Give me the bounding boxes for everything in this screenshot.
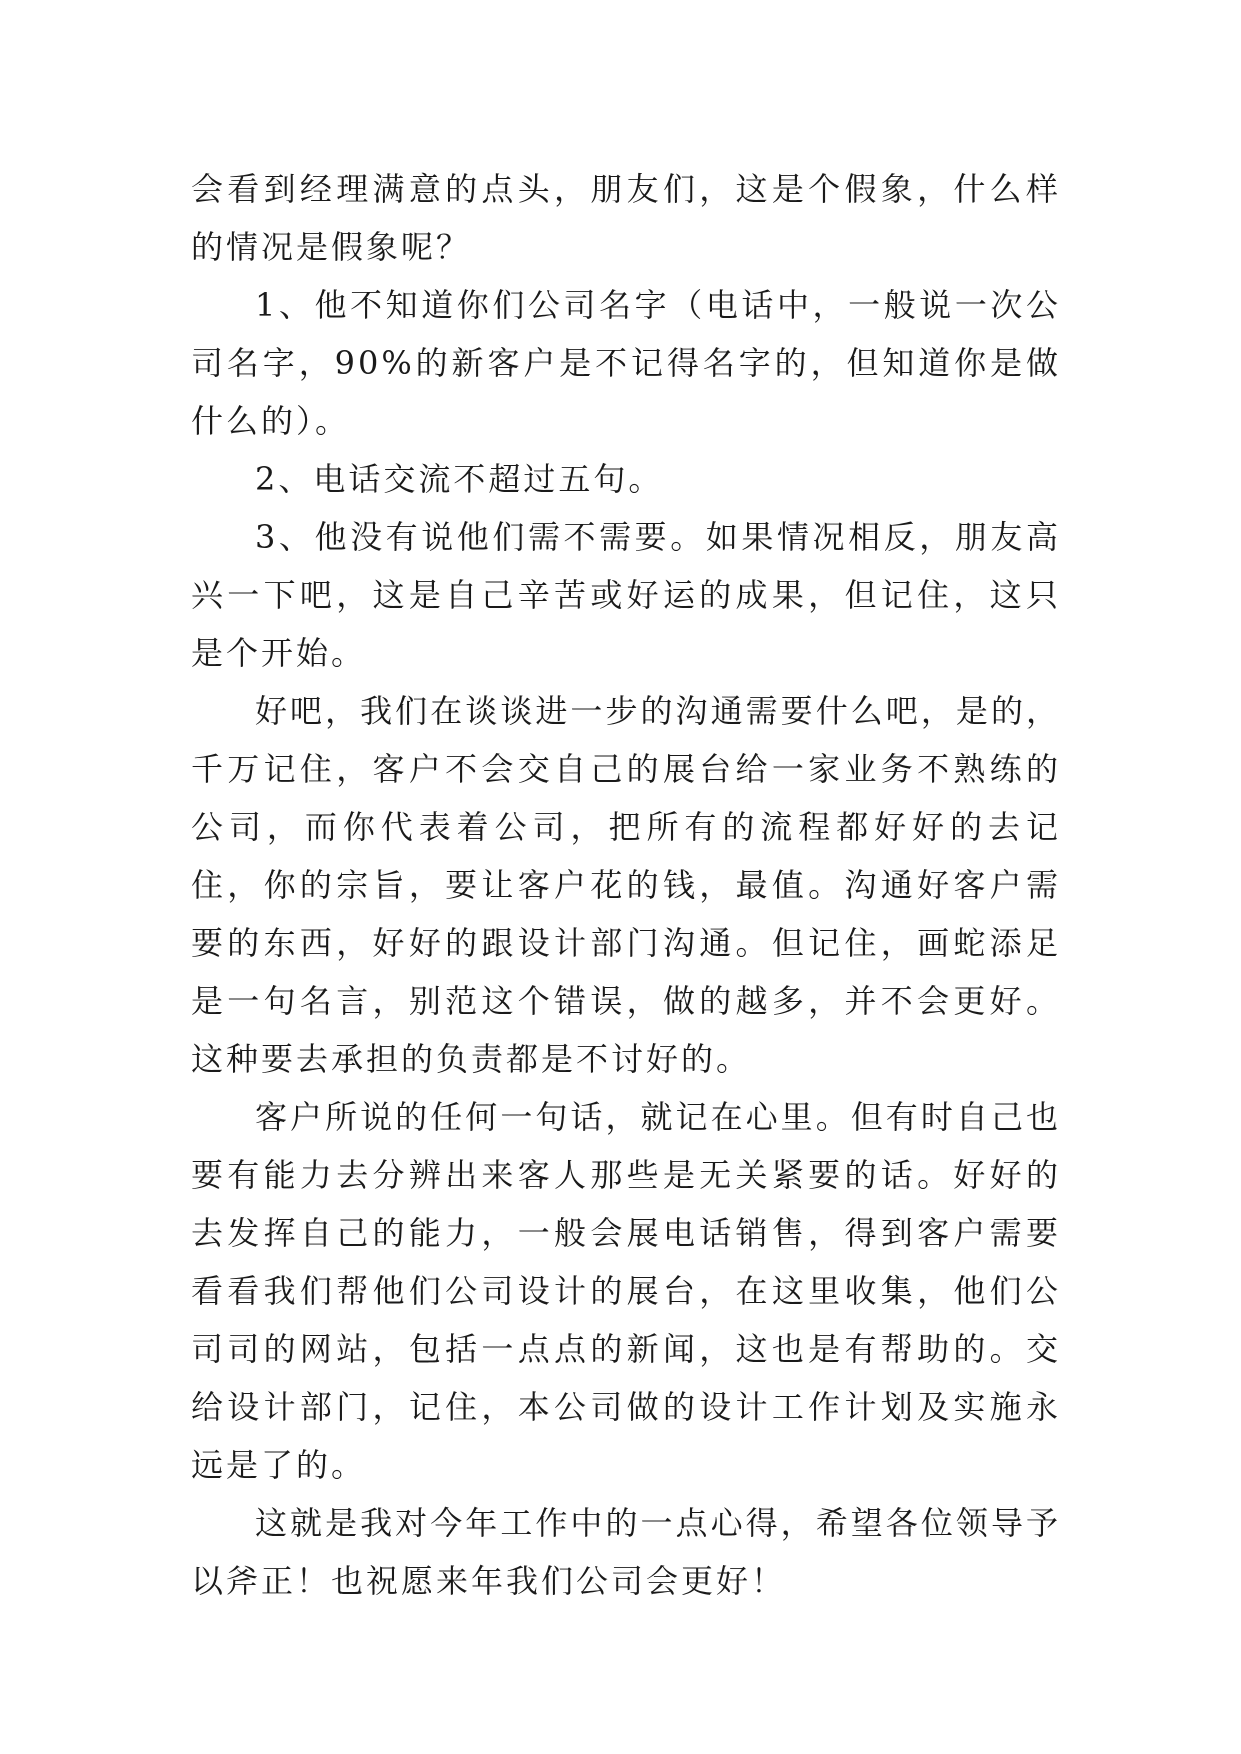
paragraph-conclusion: 这就是我对今年工作中的一点心得，希望各位领导予以斧正！也祝愿来年我们公司会更好！: [191, 1504, 1061, 1600]
paragraph-point-2: 2、电话交流不超过五句。: [255, 460, 664, 498]
paragraph-continuation: 会看到经理满意的点头，朋友们，这是个假象，什么样的情况是假象呢？: [191, 170, 1061, 266]
paragraph-customer: 客户所说的任何一句话，就记在心里。但有时自己也要有能力去分辨出来客人那些是无关紧要的话。好好的去发挥自己的能力，一般会展电话销售，得到客户需要看看我们帮他们公司设计的展台，在这里收集，他们公司司的网站，包括一点点的新闻，这也是有帮助的。交给设计部门，记住，本公司做的设计工作计划及实施永远是了的。: [191, 1098, 1061, 1484]
paragraph-point-3: 3、他没有说他们需不需要。如果情况相反，朋友高兴一下吧，这是自己辛苦或好运的成果，但记住，这只是个开始。: [191, 518, 1061, 672]
paragraph-point-1: 1、他不知道你们公司名字（电话中，一般说一次公司名字，90%的新客户是不记得名字的，但知道你是做什么的）。: [191, 286, 1061, 440]
paragraph-communication: 好吧，我们在谈谈进一步的沟通需要什么吧，是的，千万记住，客户不会交自己的展台给一家业务不熟练的公司，而你代表着公司，把所有的流程都好好的去记住，你的宗旨，要让客户花的钱，最值。沟通好客户需要的东西，好好的跟设计部门沟通。但记住，画蛇添足是一句名言，别范这个错误，做的越多，并不会更好。这种要去承担的负责都是不讨好的。: [191, 692, 1061, 1078]
document-body: [191, 160, 1061, 1610]
